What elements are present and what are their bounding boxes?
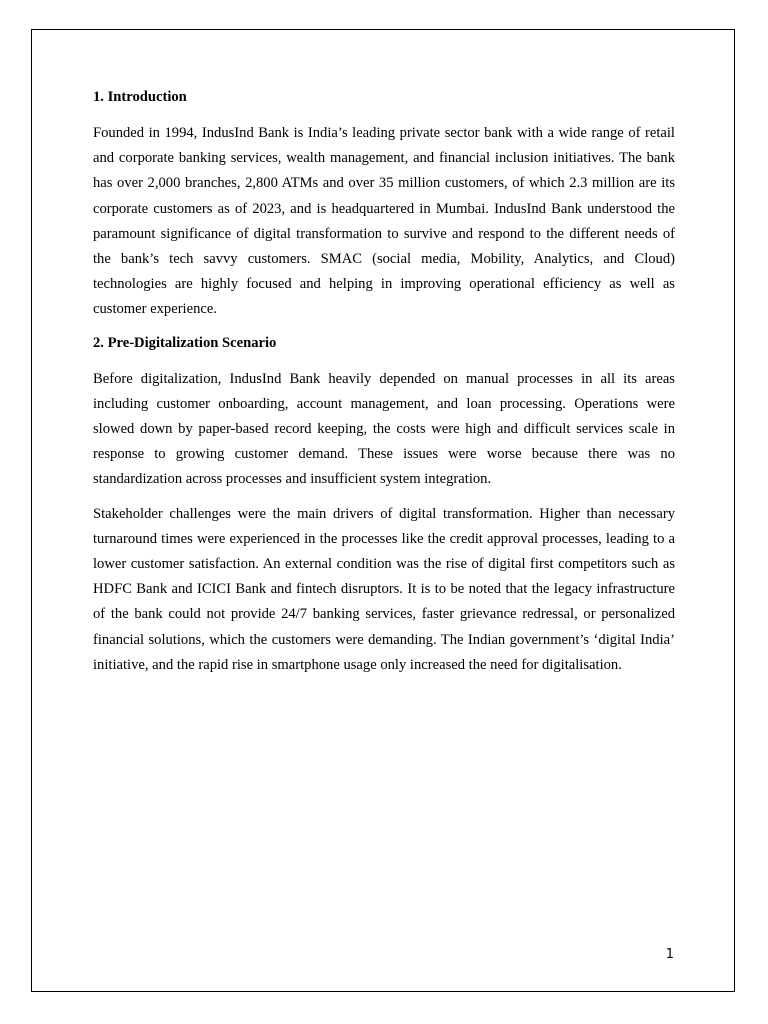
- page-number: 1: [665, 947, 674, 962]
- pre-digitalization-paragraph-2: Stakeholder challenges were the main drivers of digital transformation. Higher than necessary turnaround times were experienced in the processes like the credit approval processes, leading to a lower customer satisfaction. An external condition was the rise of digital first competitors such as HDFC Bank and ICICI Bank and fintech disruptors. It is to be noted that the legacy infrastructure of the bank could not provide 24/7 banking services, faster grievance redressal, or personalized financial solutions, which the customers were demanding. The Indian government’s ‘digital India’ initiative, and the rapid rise in smartphone usage only increased the need for digitalisation.: [93, 505, 675, 673]
- pre-digitalization-paragraph-1: Before digitalization, IndusInd Bank heavily depended on manual processes in all its areas including customer onboarding, account management, and loan processing. Operations were slowed down by paper-based record keeping, the costs were high and difficult services scale in response to growing customer demand. These issues were worse because there was no standardization across processes and insufficient system integration.: [93, 370, 675, 488]
- page-content: [93, 86, 675, 687]
- section-heading-introduction: 1. Introduction: [93, 89, 187, 105]
- document-page: [31, 29, 735, 992]
- section-heading-pre-digitalization: 2. Pre-Digitalization Scenario: [93, 334, 277, 351]
- introduction-paragraph: Founded in 1994, IndusInd Bank is India’s leading private sector bank with a wide range of retail and corporate banking services, wealth management, and financial inclusion initiatives. The bank has over 2,000 branches, 2,800 ATMs and over 35 million customers, of which 2.3 million are its corporate customers as of 2023, and is headquartered in Mumbai. IndusInd Bank understood the paramount significance of digital transformation to survive and respond to the different needs of the bank’s tech savvy customers. SMAC (social media, Mobility, Analytics, and Cloud) technologies are highly focused and helping in improving operational efficiency as well as customer experience.: [93, 125, 675, 318]
